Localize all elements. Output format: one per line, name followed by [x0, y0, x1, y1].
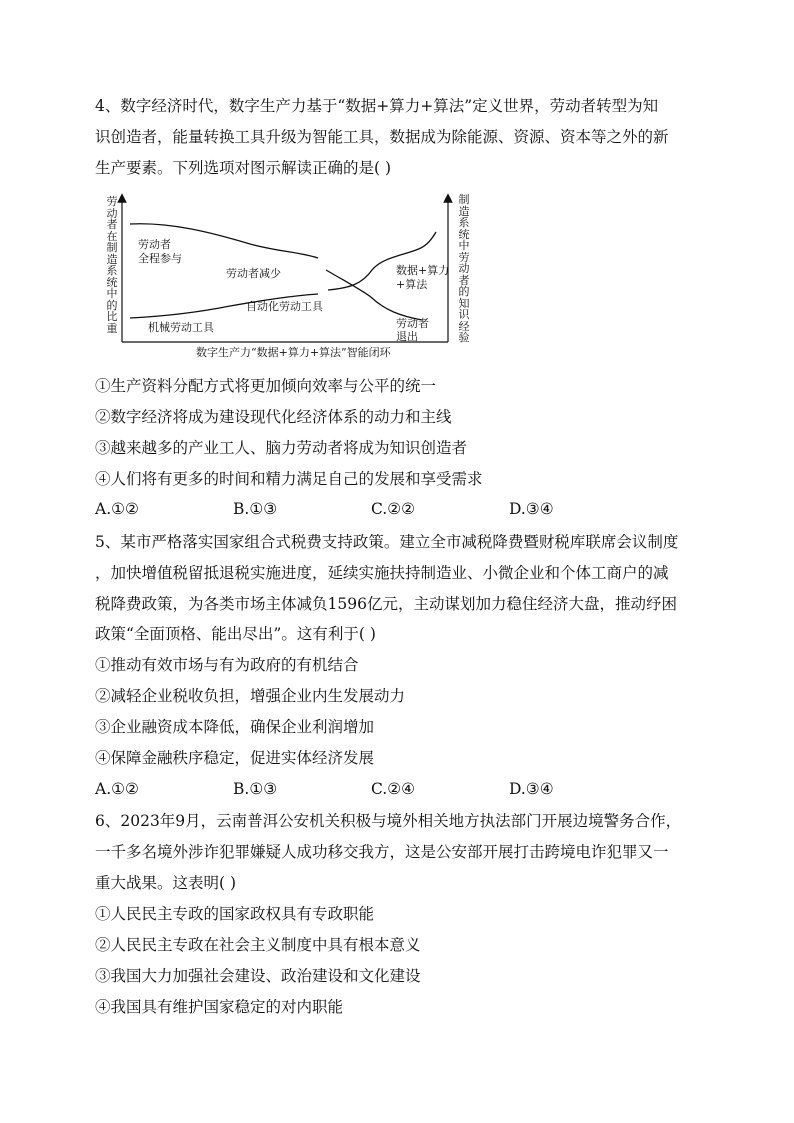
q4-statement-2: ②数字经济将成为建设现代化经济体系的动力和主线 — [95, 408, 452, 426]
q5-stem-line-2: ，加快增值税留抵退税实施进度，延续实施扶持制造业、小微企业和个体工商户的减 — [95, 564, 669, 582]
label-worker: 劳动者 — [138, 238, 171, 251]
q5-stem-line-3: 税降费政策，为各类市场主体减负1596亿元，主动谋划加力稳住经济大盘，推动纾困 — [95, 595, 677, 613]
q5-stem-line-4: 政策“全面顶格、能出尽出”。这有利于( ) — [95, 625, 376, 643]
q4-option-a[interactable]: A.①② — [95, 500, 139, 518]
q6-statement-3: ③我国大力加强社会建设、政治建设和文化建设 — [95, 967, 421, 985]
label-algorithm: +算法 — [396, 278, 428, 291]
q5-statement-2: ②减轻企业税收负担，增强企业内生发展动力 — [95, 687, 406, 705]
q4-statement-4: ④人们将有更多的时间和精力满足自己的发展和享受需求 — [95, 470, 483, 488]
label-data-compute: 数据+算力 — [396, 264, 450, 277]
right-axis-label: 制造系统中劳动者的知识经验 — [458, 193, 470, 344]
q4-statement-1: ①生产资料分配方式将更加倾向效率与公平的统一 — [95, 377, 437, 395]
q5-option-b[interactable]: B.①③ — [233, 780, 278, 798]
q4-option-d[interactable]: D.③④ — [509, 500, 554, 518]
q5-statement-1: ①推动有效市场与有为政府的有机结合 — [95, 656, 359, 674]
q5-statement-3: ③企业融资成本降低，确保企业利润增加 — [95, 718, 375, 736]
q4-stem-line-1: 4、数字经济时代，数字生产力基于“数据+算力+算法”定义世界，劳动者转型为知 — [95, 97, 659, 115]
q4-stem-line-3: 生产要素。下列选项对图示解读正确的是( ) — [95, 159, 392, 177]
left-axis-label: 劳动者在制造系统中的比重 — [106, 195, 118, 335]
label-worker-2: 劳动者 — [396, 317, 429, 330]
q5-stem-line-1: 5、某市严格落实国家组合式税费支持政策。建立全市减税降费暨财税库联席会议制度 — [95, 533, 679, 551]
q6-stem-line-3: 重大战果。这表明( ) — [95, 874, 237, 892]
q5-option-c[interactable]: C.②④ — [371, 780, 416, 798]
q4-option-c[interactable]: C.②② — [371, 500, 416, 518]
label-exit: 退出 — [396, 330, 418, 343]
q5-option-a[interactable]: A.①② — [95, 780, 139, 798]
q4-figure — [100, 192, 480, 360]
q5-option-d[interactable]: D.③④ — [509, 780, 554, 798]
q6-statement-4: ④我国具有维护国家稳定的对内职能 — [95, 998, 344, 1016]
label-full-participation: 全程参与 — [138, 252, 182, 265]
q4-option-b[interactable]: B.①③ — [233, 500, 278, 518]
x-axis-label: 数字生产力“数据+算力+算法”智能闭环 — [196, 346, 391, 359]
q4-stem-line-2: 识创造者，能量转换工具升级为智能工具，数据成为除能源、资源、资本等之外的新 — [95, 128, 669, 146]
q6-stem-line-1: 6、2023年9月，云南普洱公安机关积极与境外相关地方执法部门开展边境警务合作， — [95, 812, 682, 830]
q5-statement-4: ④保障金融秩序稳定，促进实体经济发展 — [95, 749, 375, 767]
q6-statement-1: ①人民民主专政的国家政权具有专政职能 — [95, 905, 375, 923]
q6-statement-2: ②人民民主专政在社会主义制度中具有根本意义 — [95, 936, 421, 954]
q6-stem-line-2: 一千多名境外涉诈犯罪嫌疑人成功移交我方，这是公安部开展打击跨境电诈犯罪又一 — [95, 843, 669, 861]
label-worker-decrease: 劳动者减少 — [226, 267, 281, 280]
q4-statement-3: ③越来越多的产业工人、脑力劳动者将成为知识创造者 — [95, 439, 468, 457]
label-mechanical-tools: 机械劳动工具 — [148, 321, 214, 334]
label-automation-tools: 自动化劳动工具 — [246, 300, 323, 313]
